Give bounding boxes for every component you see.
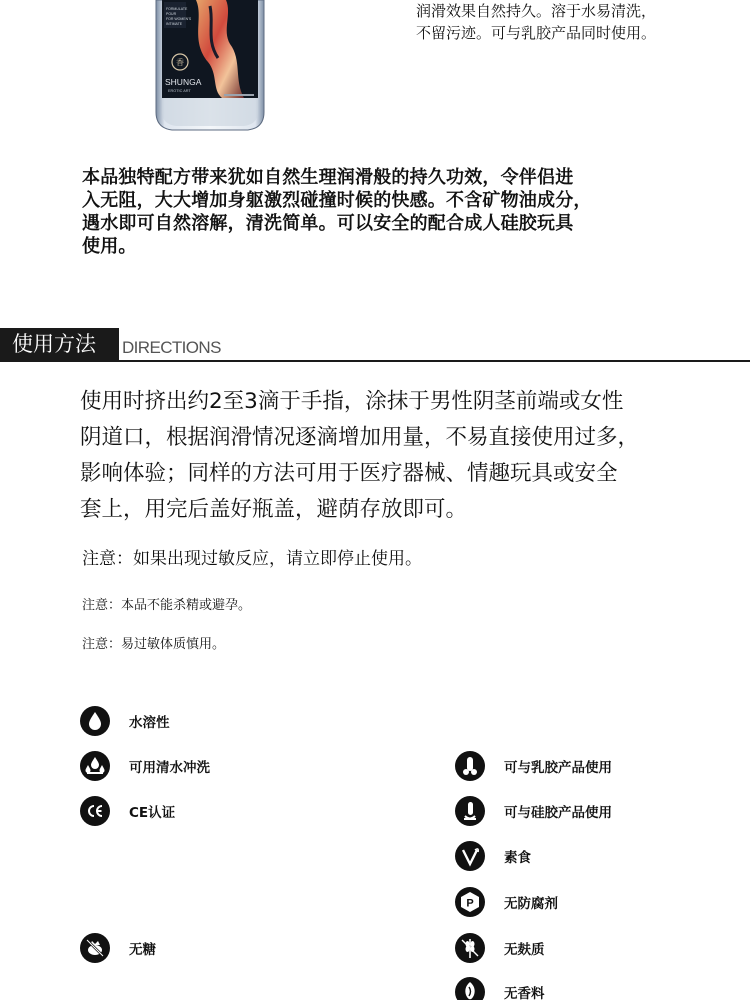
directions-line: 使用时挤出约2至3滴于手指，涂抹于男性阴茎前端或女性 xyxy=(80,389,624,414)
feature-preservative-free xyxy=(455,886,558,918)
intro-line: 使用。 xyxy=(82,236,137,257)
directions-paragraph xyxy=(80,384,720,528)
directions-section-header xyxy=(0,328,750,362)
ce-mark-icon xyxy=(80,796,110,826)
feature-silicone-compatible xyxy=(455,795,612,827)
svg-text:FOR WOMEN'S: FOR WOMEN'S xyxy=(166,17,192,21)
svg-text:P: P xyxy=(466,897,474,910)
latex-compatible-icon xyxy=(455,751,485,781)
feature-label: 水溶性 xyxy=(129,715,170,731)
feature-sugar-free xyxy=(80,932,156,964)
feature-gluten-free xyxy=(455,932,545,964)
feature-water-soluble xyxy=(80,705,170,737)
directions-line: 套上，用完后盖好瓶盖，避荫存放即可。 xyxy=(80,497,468,522)
feature-latex-compatible xyxy=(455,750,612,782)
feature-label: 无麸质 xyxy=(504,942,545,958)
feature-label: CE认证 xyxy=(129,805,176,821)
intro-line: 本品独特配方带来犹如自然生理润滑般的持久功效，令伴侣进 xyxy=(82,167,574,188)
feature-label: 无防腐剂 xyxy=(504,896,558,912)
sensitive-note: 注意：易过敏体质慎用。 xyxy=(82,637,226,652)
top-description xyxy=(416,0,736,44)
intro-line: 入无阻，大大增加身躯激烈碰撞时候的快感。不含矿物油成分， xyxy=(82,190,592,211)
silicone-compatible-icon xyxy=(455,796,485,826)
contraception-note: 注意：本品不能杀精或避孕。 xyxy=(82,598,252,613)
feature-ce xyxy=(80,795,175,827)
brand-subtitle: EROTIC ART xyxy=(168,89,191,93)
svg-text:香: 香 xyxy=(176,58,184,67)
svg-text:FORMULATE: FORMULATE xyxy=(166,7,188,11)
directions-line: 阴道口，根据润滑情况逐滴增加用量，不易直接使用过多， xyxy=(80,425,640,450)
vegan-icon xyxy=(455,841,485,871)
section-subtitle: DIRECTIONS xyxy=(122,338,221,357)
feature-label: 可用清水冲洗 xyxy=(129,760,210,776)
intro-line: 遇水即可自然溶解，清洗简单。可以安全的配合成人硅胶玩具 xyxy=(82,213,574,234)
feature-label: 素食 xyxy=(504,850,531,866)
directions-line: 影响体验；同样的方法可用于医疗器械、情趣玩具或安全 xyxy=(80,461,618,486)
intro-paragraph xyxy=(82,166,702,258)
bottle-illustration xyxy=(152,0,268,132)
feature-label: 可与乳胶产品使用 xyxy=(504,760,612,776)
feature-rinse xyxy=(80,750,210,782)
top-description-line: 不留污迹。可与乳胶产品同时使用。 xyxy=(416,24,657,42)
feature-label: 无香料 xyxy=(504,986,545,1000)
fragrance-free-icon xyxy=(455,977,485,1000)
top-description-line: 润滑效果自然持久。溶于水易清洗， xyxy=(416,2,657,20)
product-bottle-image xyxy=(152,0,268,132)
section-divider xyxy=(0,360,750,362)
water-drop-icon xyxy=(80,706,110,736)
allergy-note: 注意：如果出现过敏反应，请立即停止使用。 xyxy=(82,549,422,569)
feature-label: 无糖 xyxy=(129,942,156,958)
gluten-free-icon xyxy=(455,933,485,963)
rinse-icon xyxy=(80,751,110,781)
svg-text:POUR: POUR xyxy=(166,12,177,16)
no-sugar-icon xyxy=(80,933,110,963)
brand-name: SHUNGA xyxy=(165,77,202,87)
feature-fragrance-free xyxy=(455,976,545,1000)
section-title: 使用方法 xyxy=(0,328,119,360)
no-preservatives-icon xyxy=(455,887,485,917)
feature-label: 可与硅胶产品使用 xyxy=(504,805,612,821)
svg-text:INTIMATE: INTIMATE xyxy=(166,22,183,26)
feature-vegan xyxy=(455,840,531,872)
